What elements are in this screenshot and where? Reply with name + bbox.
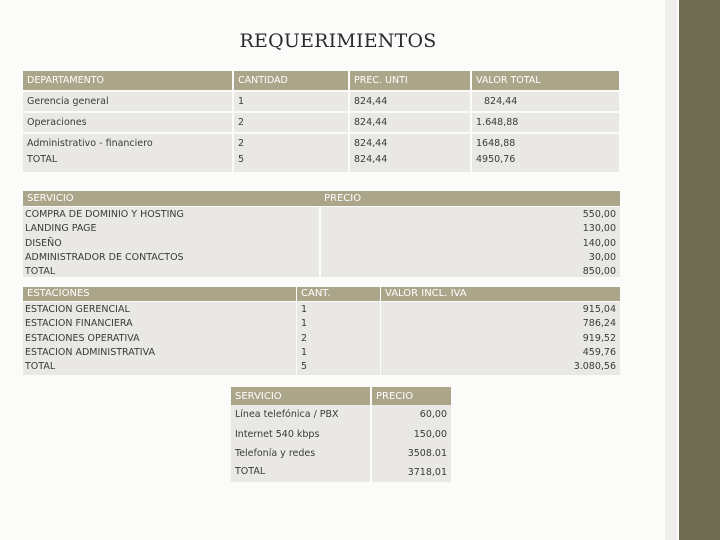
quantity-value: 2	[301, 332, 308, 344]
price-value: 30,00	[588, 251, 616, 263]
table-header-cell: VALOR TOTAL	[472, 71, 619, 90]
table-header-cell: DEPARTAMENTO	[23, 71, 232, 90]
table-cell: 5	[234, 152, 348, 172]
table-header-cell: SERVICIO	[23, 191, 320, 206]
table-header-cell: VALOR INCL. IVA	[381, 287, 620, 301]
price-value: 915,04	[582, 304, 616, 315]
list-item: ADMINISTRADOR DE CONTACTOS	[25, 251, 184, 263]
quantity-value: 5	[301, 361, 308, 373]
table-header-cell: PRECIO	[320, 191, 620, 206]
table-cell: 4950,76	[472, 152, 619, 172]
table-cell: 824,44	[472, 92, 619, 111]
table-cell: Gerencia general	[23, 92, 232, 111]
list-item: ESTACION ADMINISTRATIVA	[25, 346, 155, 358]
table-cell: Administrativo - financiero	[23, 134, 232, 153]
servicios-web-items	[23, 207, 319, 277]
estaciones-items	[23, 302, 296, 375]
right-border-dark	[679, 0, 720, 540]
price-value: 130,00	[582, 223, 616, 235]
right-border-light	[665, 0, 677, 540]
price-value: 919,52	[582, 332, 616, 344]
table-header-cell: CANTIDAD	[234, 71, 348, 90]
table-cell: Internet 540 kbps	[231, 425, 370, 445]
table-header-cell: PREC. UNTI	[350, 71, 470, 90]
table-cell: 824,44	[350, 92, 470, 111]
quantity-value: 1	[301, 318, 308, 330]
table-cell: 824,44	[350, 152, 470, 172]
table-header-cell: CANT.	[297, 287, 380, 301]
list-item: TOTAL	[25, 266, 56, 278]
table-cell: 824,44	[350, 134, 470, 153]
price-value: 786,24	[582, 318, 616, 330]
page-title: REQUERIMIENTOS	[239, 30, 437, 52]
price-value: 550,00	[582, 209, 616, 220]
list-item: ESTACION GERENCIAL	[25, 304, 130, 315]
table-cell: 60,00	[372, 405, 451, 425]
table-header-cell: ESTACIONES	[23, 287, 296, 301]
table-cell: 824,44	[350, 113, 470, 132]
quantity-value: 1	[301, 346, 308, 358]
table-cell: Línea telefónica / PBX	[231, 405, 370, 425]
estaciones-cantidades	[297, 302, 380, 375]
table-cell: 150,00	[372, 425, 451, 445]
table-cell: 1	[234, 92, 348, 111]
price-value: 140,00	[582, 237, 616, 249]
list-item: TOTAL	[25, 361, 56, 373]
list-item: LANDING PAGE	[25, 223, 97, 235]
table-cell: TOTAL	[231, 463, 370, 482]
table-cell: Operaciones	[23, 113, 232, 132]
table-header-cell: PRECIO	[372, 387, 451, 406]
price-value: 3.080,56	[573, 361, 616, 373]
price-value: 850,00	[582, 266, 616, 278]
table-cell: Telefonía y redes	[231, 444, 370, 463]
table-cell: 1648,88	[472, 134, 619, 153]
estaciones-valores	[381, 302, 620, 375]
table-header-cell: SERVICIO	[231, 387, 370, 406]
list-item: COMPRA DE DOMINIO Y HOSTING	[25, 209, 184, 220]
servicios-web-prices	[321, 207, 620, 277]
quantity-value: 1	[301, 304, 308, 315]
list-item: ESTACION FINANCIERA	[25, 318, 133, 330]
list-item: ESTACIONES OPERATIVA	[25, 332, 140, 344]
table-cell: 3718,01	[372, 463, 451, 482]
list-item: DISEÑO	[25, 237, 62, 249]
table-cell: 2	[234, 113, 348, 132]
table-cell: 3508.01	[372, 444, 451, 463]
table-cell: 1.648,88	[472, 113, 619, 132]
price-value: 459,76	[582, 346, 616, 358]
table-cell: TOTAL	[23, 152, 232, 172]
table-cell: 2	[234, 134, 348, 153]
